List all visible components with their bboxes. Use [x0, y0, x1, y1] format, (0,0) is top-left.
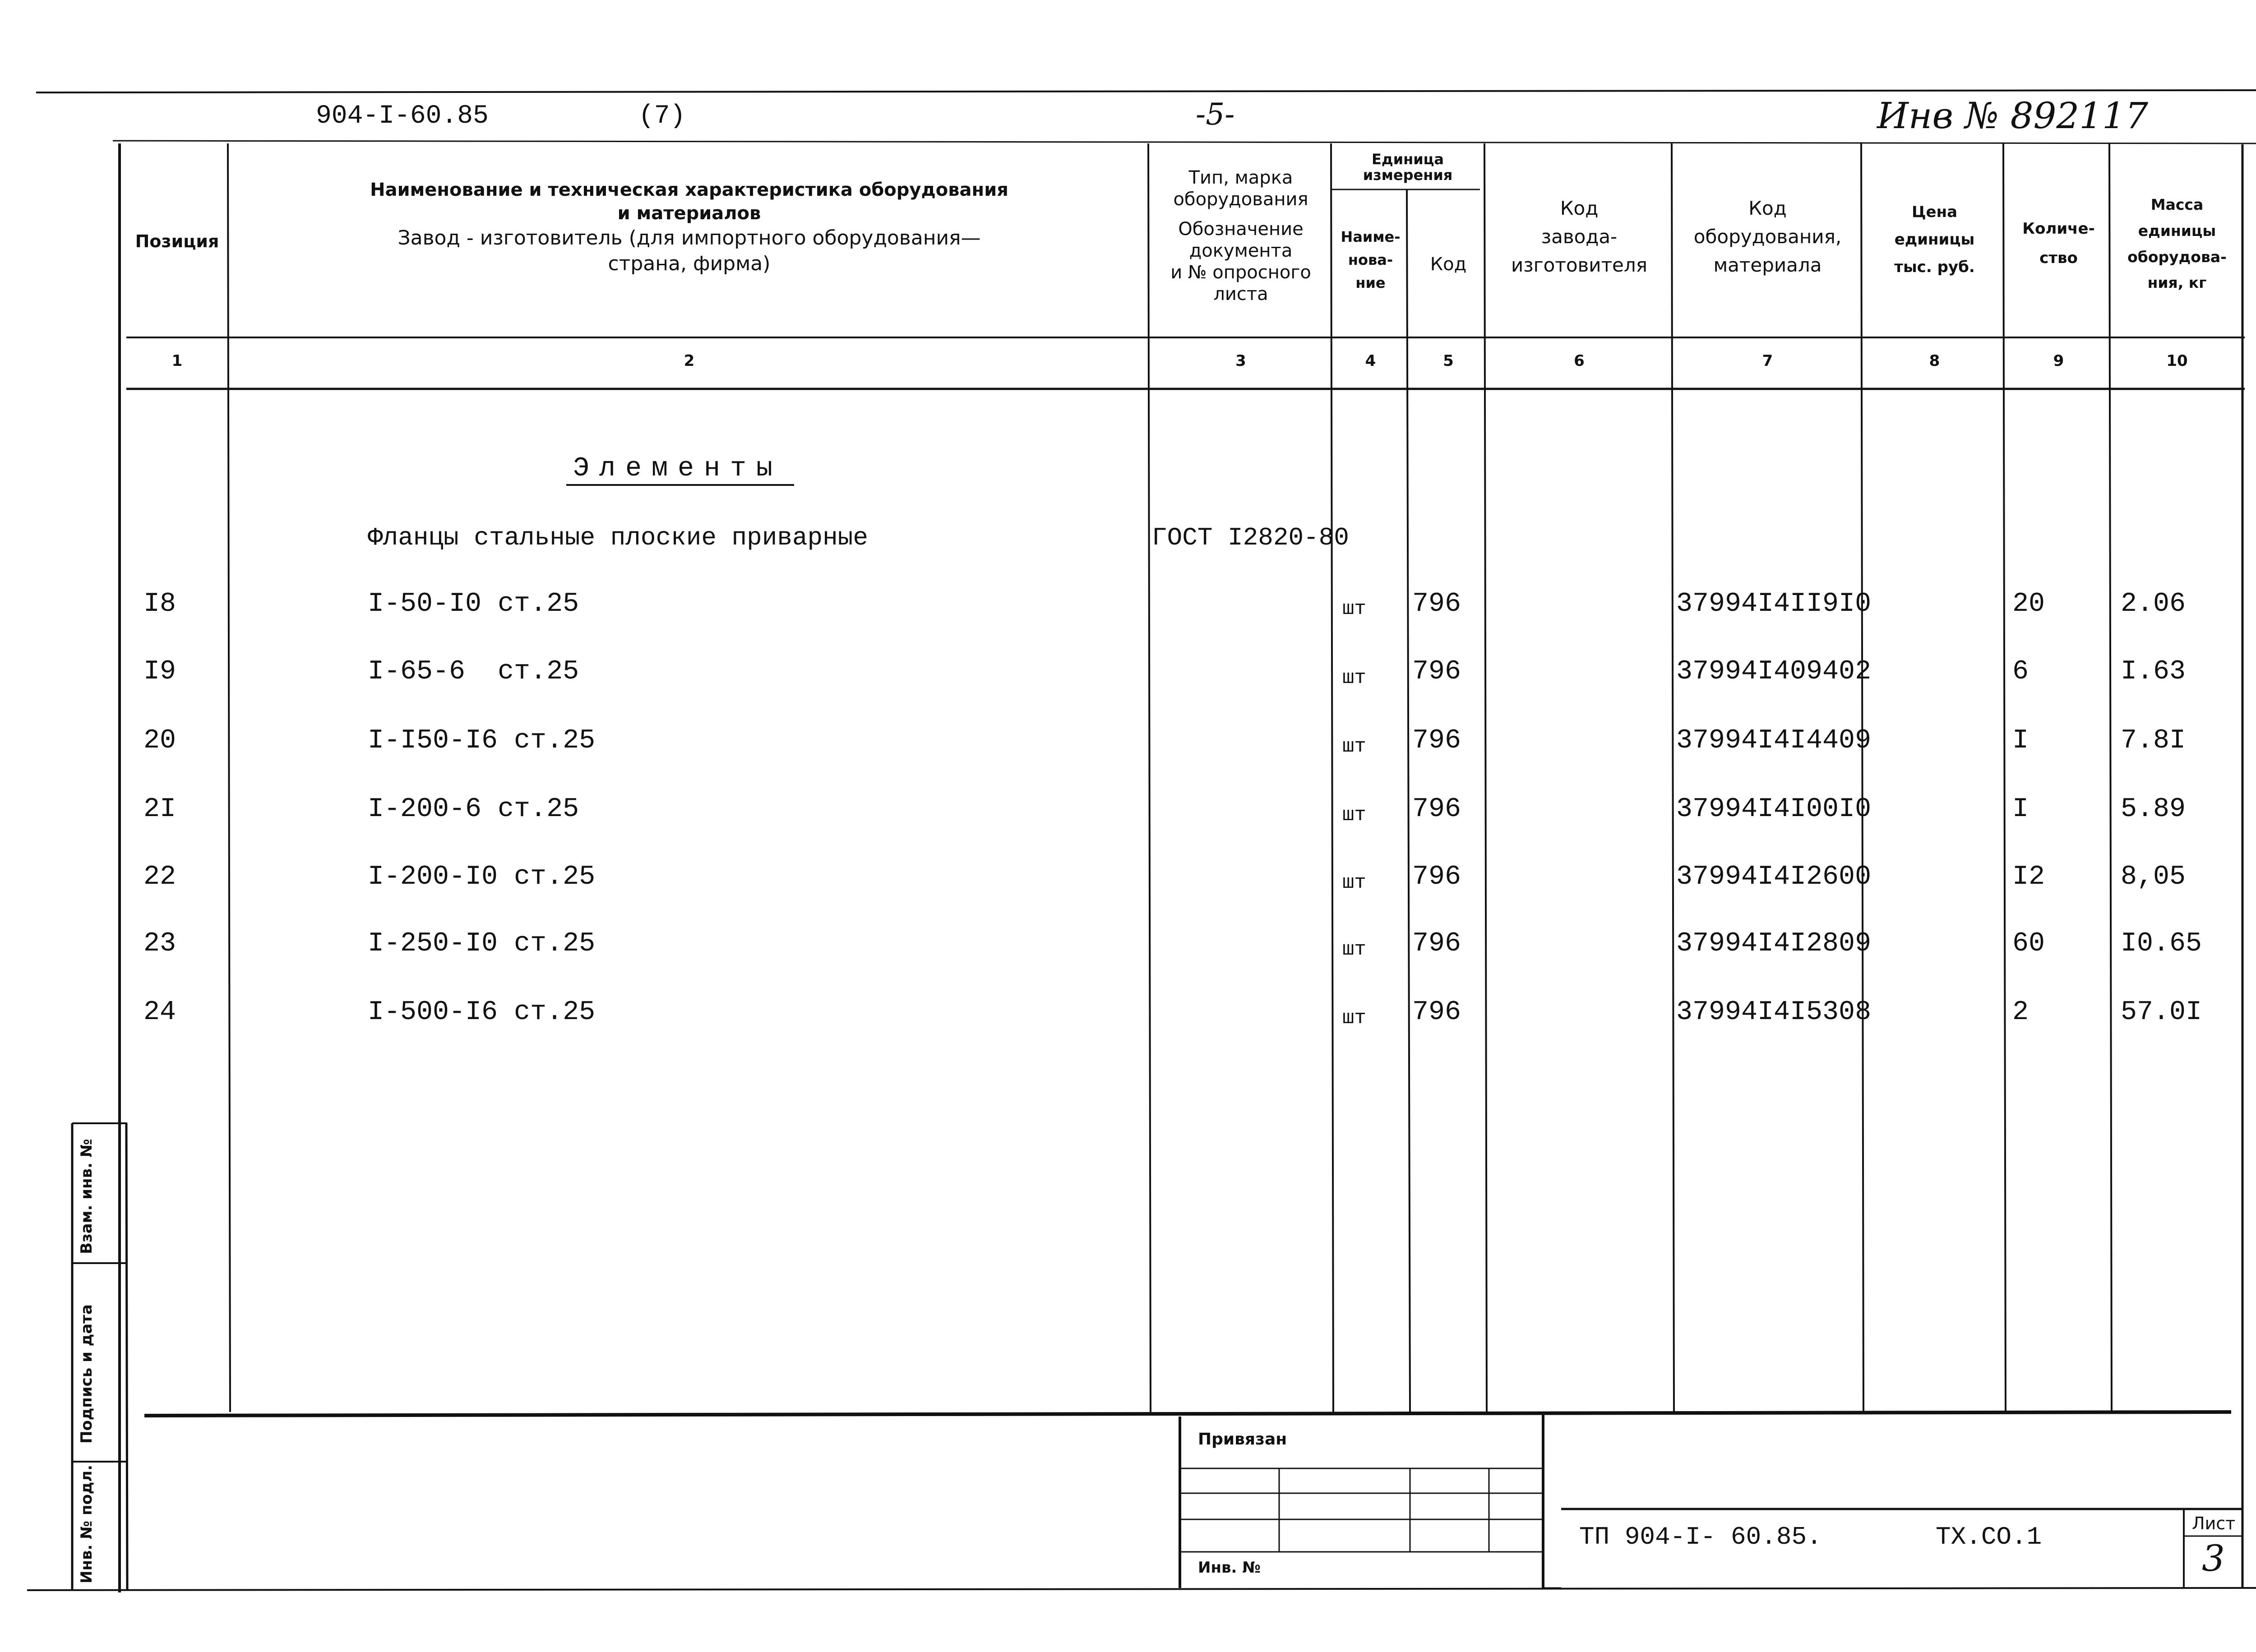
- column-number-8: 8: [1929, 352, 1940, 370]
- header-unit-name: Наиме- нова- ние: [1341, 228, 1401, 292]
- side-inv-podl: Инв. № подл.: [78, 1464, 96, 1583]
- column-number-10: 10: [2166, 352, 2188, 370]
- column-number-1: 1: [171, 352, 183, 370]
- row-1-position: I8: [143, 589, 176, 619]
- header-equipment-code: Код оборудования, материала: [1693, 197, 1842, 276]
- row-1-quantity: 20: [2012, 589, 2045, 619]
- doc-code: 904-I-60.85: [316, 102, 489, 131]
- inv-no-label: Инв. №: [1198, 1559, 1261, 1577]
- tp-code: ТП 904-I- 60.85.: [1579, 1523, 1822, 1551]
- row-6-equipment-code: 37994I4I2809: [1676, 928, 1872, 959]
- sheet-paren: (7): [638, 102, 686, 131]
- header-unit-group: Единица измерения: [1363, 151, 1453, 184]
- row-7-quantity: 2: [2012, 997, 2029, 1028]
- row-6-unit: шт: [1342, 938, 1366, 961]
- row-3-mass: 7.8I: [2121, 725, 2186, 756]
- header-name: Наименование и техническая характеристика оборудования и материалов Завод - изготовитель (для импортного оборудования— страна, фирма): [370, 180, 1008, 276]
- column-number-3: 3: [1235, 352, 1246, 370]
- row-4-equipment-code: 37994I4I00I0: [1676, 794, 1872, 825]
- row-2-position: I9: [143, 656, 176, 687]
- row-4-position: 2I: [143, 794, 176, 825]
- row-6-mass: I0.65: [2121, 928, 2202, 959]
- row-2-mass: I.63: [2121, 656, 2186, 687]
- row-1-name: I-50-I0 ст.25: [368, 589, 579, 619]
- row-3-unit: шт: [1342, 735, 1366, 758]
- row-5-position: 22: [143, 862, 176, 892]
- column-number-9: 9: [2053, 352, 2064, 370]
- row-6-quantity: 60: [2012, 928, 2045, 959]
- header-mass: Масса единицы оборудова- ния, кг: [2127, 196, 2227, 292]
- header-factory-code: Код завода- изготовителя: [1511, 197, 1648, 276]
- column-number-7: 7: [1762, 352, 1773, 370]
- header-quantity: Количе- ство: [2022, 220, 2095, 267]
- row-4-unit: шт: [1342, 804, 1366, 826]
- row-3-name: I-I50-I6 ст.25: [368, 725, 596, 756]
- page-number: -5-: [1196, 97, 1235, 132]
- group-doc: ГОСТ I2820-80: [1152, 523, 1349, 552]
- sheet-number: 3: [2202, 1537, 2225, 1579]
- side-vzam-inv: Взам. инв. №: [78, 1139, 96, 1254]
- inventory-number: Инв № 892117: [1877, 95, 2148, 137]
- row-1-mass: 2.06: [2121, 589, 2186, 619]
- privyazan-label: Привязан: [1198, 1430, 1287, 1449]
- row-4-name: I-200-6 ст.25: [368, 794, 579, 825]
- row-4-quantity: I: [2012, 794, 2029, 825]
- row-5-mass: 8,05: [2121, 862, 2186, 892]
- row-6-name: I-250-I0 ст.25: [368, 928, 596, 959]
- row-6-position: 23: [143, 928, 176, 959]
- header-unit-code: Код: [1430, 254, 1467, 275]
- column-number-6: 6: [1574, 352, 1585, 370]
- sheet-label: Лист: [2192, 1514, 2236, 1533]
- column-number-2: 2: [684, 352, 695, 370]
- row-7-unit: шт: [1342, 1007, 1366, 1029]
- row-2-name: I-65-6 ст.25: [368, 656, 579, 687]
- row-5-code: 796: [1412, 862, 1461, 892]
- header-position: Позиция: [135, 231, 219, 251]
- group-name: Фланцы стальные плоские приварные: [368, 523, 868, 552]
- row-7-code: 796: [1412, 997, 1461, 1028]
- row-5-equipment-code: 37994I4I2600: [1676, 862, 1872, 892]
- row-1-equipment-code: 37994I4II9I0: [1676, 589, 1872, 619]
- row-2-quantity: 6: [2012, 656, 2029, 687]
- row-3-code: 796: [1412, 725, 1461, 756]
- column-number-4: 4: [1365, 352, 1376, 370]
- column-number-5: 5: [1443, 352, 1454, 370]
- header-type: Тип, марка оборудования Обозначение документа и № опросного листа: [1170, 167, 1311, 305]
- row-7-position: 24: [143, 997, 176, 1028]
- doc-mark: ТХ.СО.1: [1936, 1523, 2042, 1551]
- row-3-quantity: I: [2012, 725, 2029, 756]
- section-title: Элементы: [573, 453, 783, 484]
- row-5-name: I-200-I0 ст.25: [368, 862, 596, 892]
- row-4-code: 796: [1412, 794, 1461, 825]
- row-2-equipment-code: 37994I409402: [1676, 656, 1872, 687]
- row-1-code: 796: [1412, 589, 1461, 619]
- row-3-position: 20: [143, 725, 176, 756]
- row-7-name: I-500-I6 ст.25: [368, 997, 596, 1028]
- row-5-unit: шт: [1342, 872, 1366, 894]
- row-2-code: 796: [1412, 656, 1461, 687]
- row-1-unit: шт: [1342, 598, 1366, 620]
- row-7-equipment-code: 37994I4I5308: [1676, 997, 1872, 1028]
- row-3-equipment-code: 37994I4I4409: [1676, 725, 1872, 756]
- side-podpis-data: Подпись и дата: [78, 1304, 96, 1444]
- row-4-mass: 5.89: [2121, 794, 2186, 825]
- header-price: Цена единицы тыс. руб.: [1894, 203, 1975, 277]
- row-5-quantity: I2: [2012, 862, 2045, 892]
- row-6-code: 796: [1412, 928, 1461, 959]
- row-7-mass: 57.0I: [2121, 997, 2202, 1028]
- row-2-unit: шт: [1342, 667, 1366, 689]
